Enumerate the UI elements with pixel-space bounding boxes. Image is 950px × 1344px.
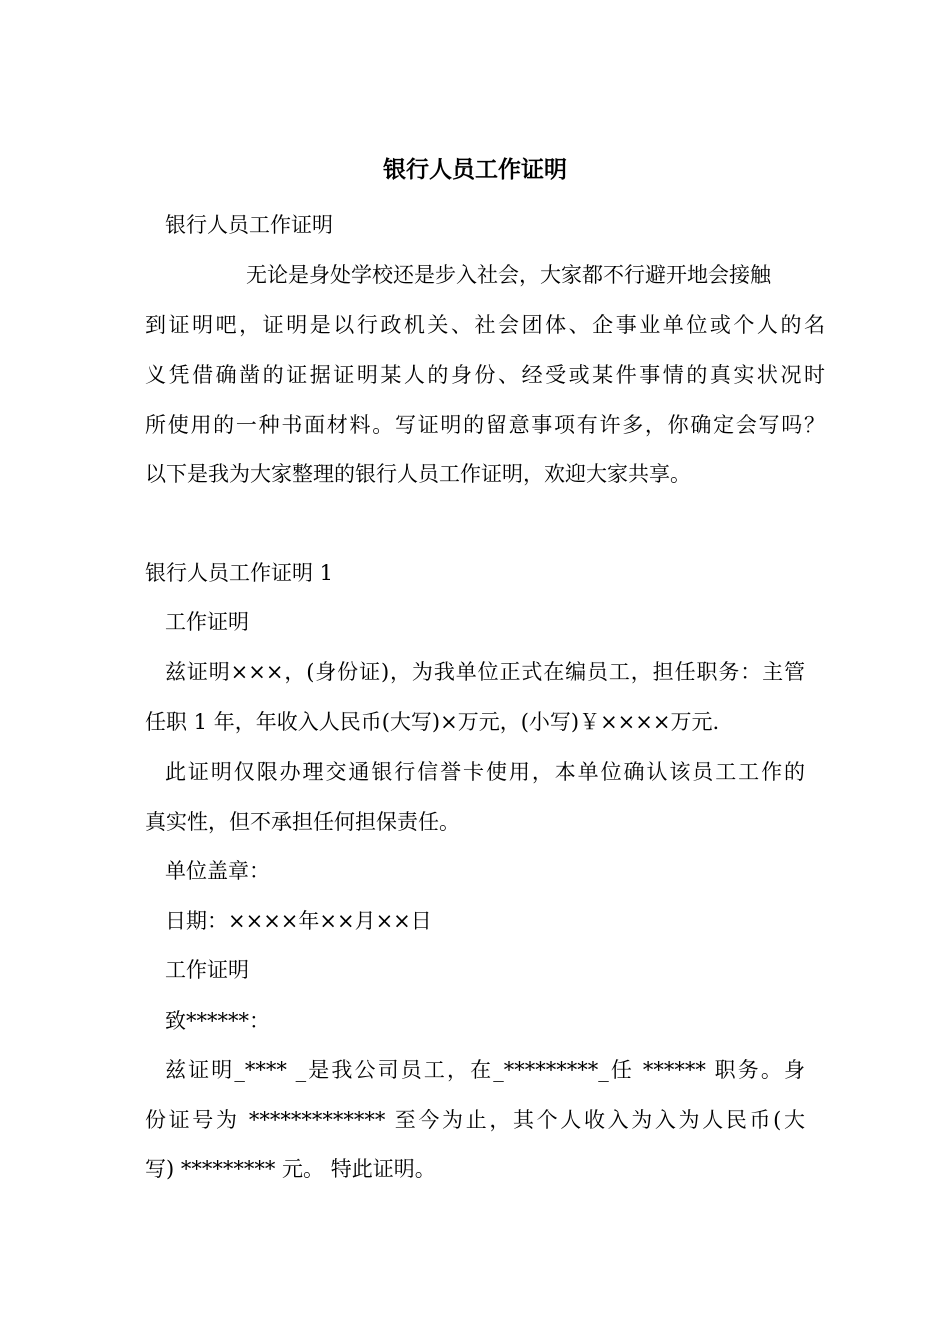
intro-line-4: 所使用的一种书面材料。写证明的留意事项有许多，你确定会写吗？ [145,413,825,437]
cert2-body-line-1: 兹证明_**** _是我公司员工，在_*********_任 ****** 职务。身 [165,1058,805,1082]
cert1-body-line-1: 兹证明×××，(身份证)，为我单位正式在编员工，担任职务：主管 [165,660,805,684]
cert1-date: 日期：××××年××月××日 [165,909,432,933]
intro-line-1: 无论是身处学校还是步入社会，大家都不行避开地会接触 [246,263,771,287]
section1-heading: 银行人员工作证明 1 [145,561,334,585]
cert2-body-line-3: 写) ********* 元。 特此证明。 [145,1157,436,1181]
cert1-limit-line-2: 真实性，但不承担任何担保责任。 [145,810,460,834]
cert2-to: 致******： [165,1009,270,1033]
cert2-body-line-2: 份证号为 ************* 至今为止，其个人收入为入为人民币(大 [145,1108,805,1132]
intro-line-2: 到证明吧，证明是以行政机关、社会团体、企事业单位或个人的名 [145,313,825,337]
cert1-heading: 工作证明 [165,610,249,634]
intro-line-3: 义凭借确凿的证据证明某人的身份、经受或某件事情的真实状况时 [145,363,825,387]
cert1-seal-label: 单位盖章： [165,859,270,883]
cert1-limit-line-1: 此证明仅限办理交通银行信誉卡使用，本单位确认该员工工作的 [165,760,805,784]
cert2-heading: 工作证明 [165,958,249,982]
cert1-body-line-2: 任职 1 年，年收入人民币(大写)×万元，(小写)￥××××万元. [145,710,720,734]
intro-line-5: 以下是我为大家整理的银行人员工作证明，欢迎大家共享。 [145,462,691,486]
document-subtitle: 银行人员工作证明 [165,213,333,237]
document-title: 银行人员工作证明 [383,156,567,183]
